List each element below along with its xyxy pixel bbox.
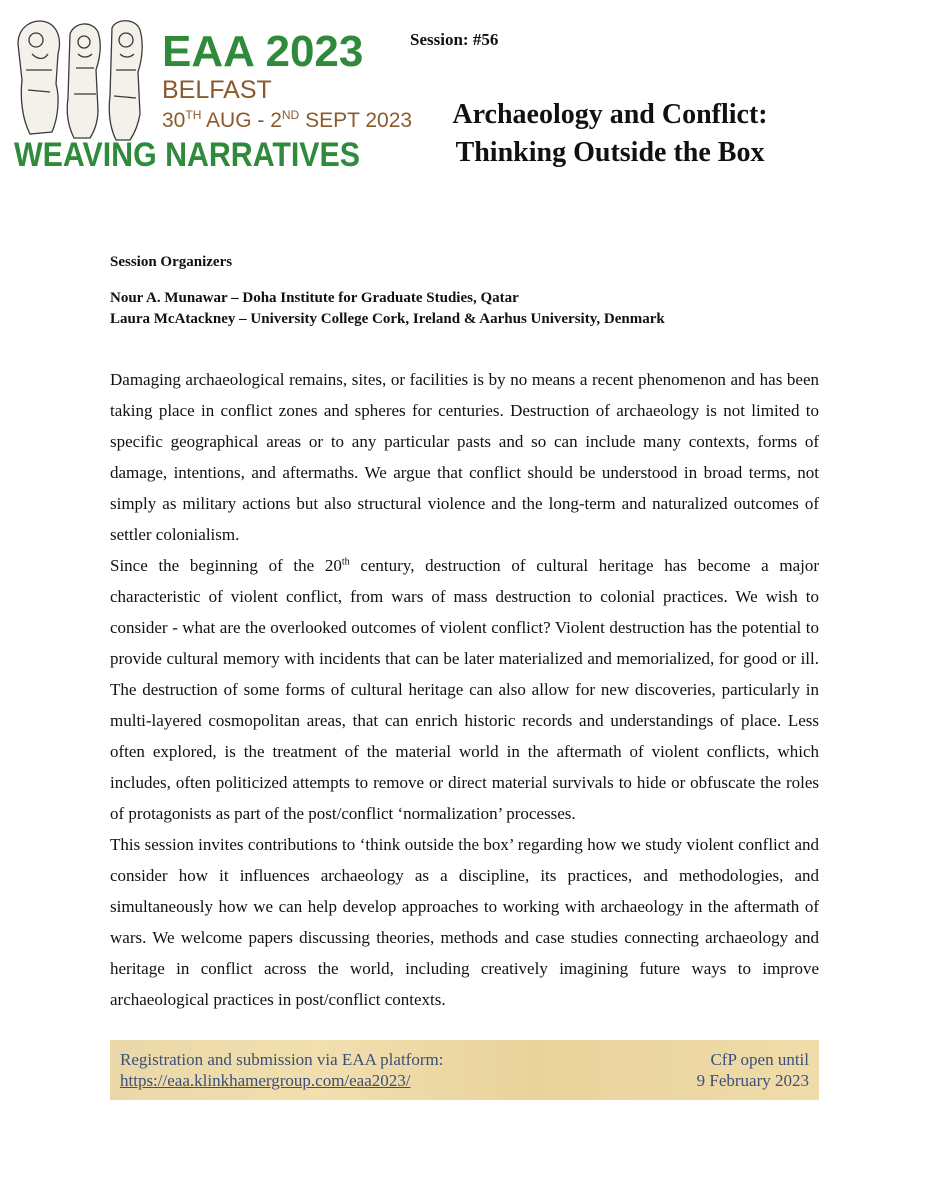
cfp-date: 9 February 2023 — [696, 1071, 809, 1090]
cfp-label: CfP open until — [710, 1050, 809, 1069]
paragraph-2: Since the beginning of the 20th century, destruction of cultural heritage has become a major characteristic of violent conflict, from wars of mass destruction to colonial practices. We wish to consider - what are the overlooked outcomes of violent conflict? Violent destruction has the potential to provide cultural memory with incidents that can be later materialized and memorialized, for good or ill. The destruction of some forms of cultural heritage can also allow for new discoveries, particularly in multi-layered cosmopolitan areas, that can enrich historic records and understandings of place. Less often explored, is the treatment of the material world in the aftermath of violent conflicts, which includes, often politicized attempts to remove or direct material survivals to hide or obfuscate the roles of protagonists as part of the post/conflict ‘normalization’ processes. — [110, 556, 819, 823]
logo-dates: 30TH AUG - 2ND SEPT 2023 — [162, 108, 413, 132]
paragraph-1: Damaging archaeological remains, sites, or facilities is by no means a recent phenomenon and has been taking place in conflict zones and spheres for centuries. Destruction of archaeology is not limited to specific geographical areas or to any particular pasts and so can include many contexts, forms of damage, intentions, and aftermaths. We argue that conflict should be understood in broad terms, not simply as military actions but also structural violence and the long-term and naturalized outcomes of settler colonialism. — [110, 370, 819, 544]
registration-text: Registration and submission via EAA platform: — [120, 1050, 444, 1069]
organizers-list — [110, 288, 665, 330]
session-description — [110, 364, 819, 1015]
stone-figures-illustration — [18, 21, 142, 140]
title-line-2: Thinking Outside the Box — [455, 137, 765, 168]
session-number: Session: #56 — [410, 30, 499, 49]
organizers-heading: Session Organizers — [110, 254, 233, 270]
logo-city: BELFAST — [162, 76, 272, 104]
eaa-2023-logo — [12, 14, 413, 174]
registration-link[interactable]: https://eaa.klinkhamergroup.com/eaa2023/ — [120, 1071, 411, 1090]
paragraph-3: This session invites contributions to ‘think outside the box’ regarding how we study violent conflict and consider how it influences archaeology as a discipline, its practices, and methodologies, and simultaneously how we can help develop approaches to working with archaeology in the aftermath of wars. We welcome papers discussing theories, methods and case studies connecting archaeology and heritage in conflict across the world, including creatively imagining future ways to improve archaeological practices in post/conflict contexts. — [110, 835, 819, 1009]
title-line-1: Archaeology and Conflict: — [452, 99, 768, 130]
registration-info — [120, 1049, 443, 1091]
registration-banner — [110, 1040, 819, 1100]
cfp-deadline — [697, 1049, 809, 1091]
logo-tagline: WEAVING NARRATIVES — [14, 136, 360, 174]
logo-year-title: EAA 2023 — [162, 27, 364, 76]
organizer-entry: Laura McAtackney – University College Cork, Ireland & Aarhus University, Denmark — [110, 311, 665, 327]
organizer-entry: Nour A. Munawar – Doha Institute for Graduate Studies, Qatar — [110, 290, 519, 306]
page-title — [420, 96, 800, 172]
